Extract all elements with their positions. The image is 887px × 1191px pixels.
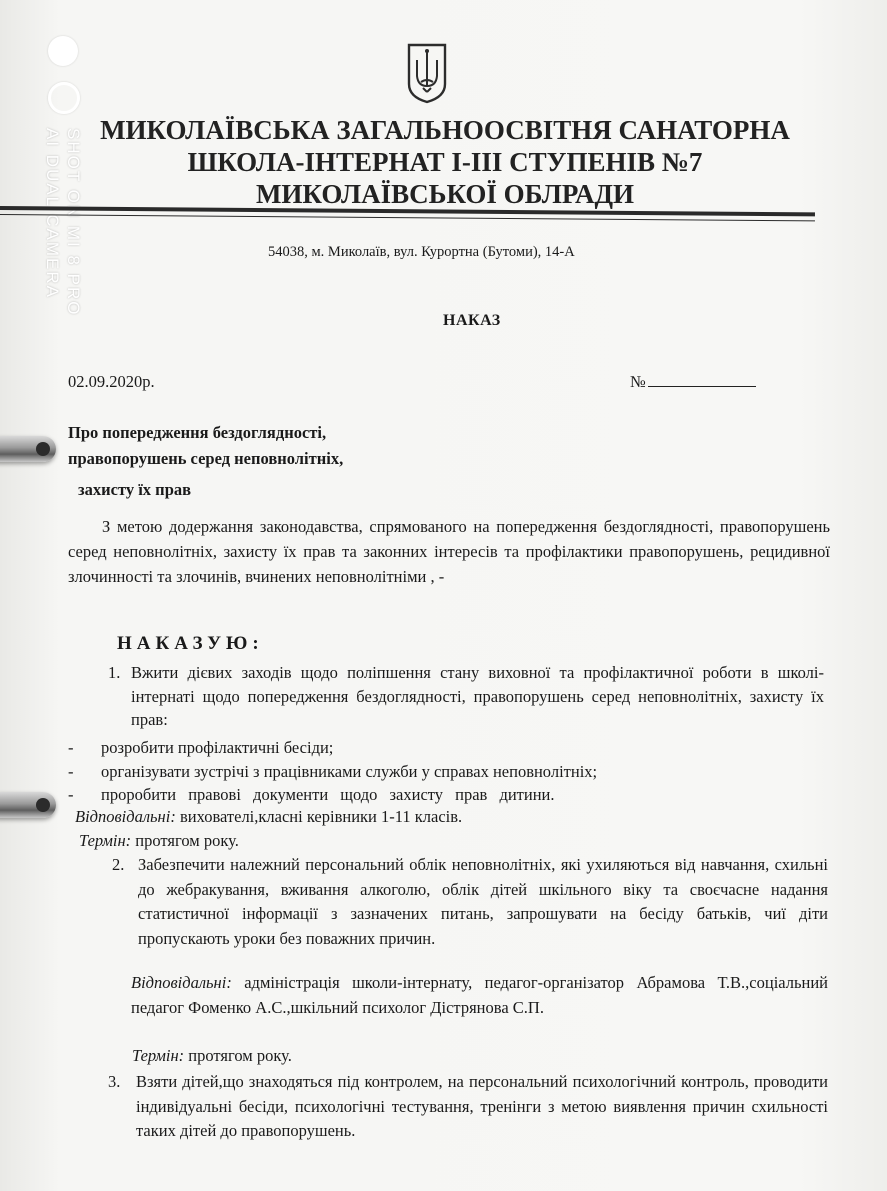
watermark-text <box>42 128 84 317</box>
term-label: Термін: <box>79 831 132 850</box>
binder-ring-top <box>0 436 56 462</box>
item-1-responsible <box>75 805 835 829</box>
item-2-text: Забезпечити належний персональний облік неповнолітніх, які ухиляються від навчання, схильні до жебракування, вживання алкоголю, облік дітей шкільного віку та своєчасне надання статистичної інформації з зазначених питань, запрошувати на бесіду батьків, чиї діти пропускають уроки без поважних причин. <box>138 855 828 948</box>
coat-of-arms-icon <box>406 42 448 104</box>
item-1-number: 1. <box>108 663 121 682</box>
preamble-paragraph: З метою додержання законодавства, спрямованого на попередження бездоглядності, правопорушень серед неповнолітніх, захисту їх прав та законних інтересів та профілактики правопорушень, рецидивної злочинності та злочинів, вчинених неповнолітніми , - <box>68 517 830 586</box>
list-item <box>68 760 828 784</box>
binder-ring-bottom <box>0 792 56 818</box>
list-item <box>68 736 828 760</box>
subitem-2: організувати зустрічі з працівниками служби у справах неповнолітніх; <box>101 761 598 781</box>
document-type: НАКАЗ <box>443 312 501 329</box>
responsible-text: адміністрація школи-інтернату, педагог-організатор Абрамова Т.В.,соціальний педагог Фоменко А.С.,шкільний психолог Дістрянова С.П. <box>131 973 828 1017</box>
item-2-responsible <box>131 971 828 1020</box>
subject-line-2: правопорушень серед неповнолітніх, <box>68 449 344 468</box>
order-number-label: № <box>630 372 646 391</box>
watermark-line-1: SHOT ON MI 8 PRO <box>64 128 83 317</box>
responsible-text: вихователі,класні керівники 1-11 класів. <box>175 807 463 826</box>
watermark-ring-icon <box>48 82 80 114</box>
subitem-3: проробити правові документи щодо захисту прав дитини. <box>101 785 555 804</box>
order-number <box>630 372 756 392</box>
camera-watermark <box>40 36 86 356</box>
subject-line-1: Про попередження бездоглядності, <box>68 423 327 442</box>
dash-marker: - <box>68 761 74 781</box>
school-address: 54038, м. Миколаїв, вул. Курортна (Бутоми), 14-А <box>268 244 575 260</box>
item-1-term <box>79 829 839 853</box>
school-name-line-1: МИКОЛАЇВСЬКА ЗАГАЛЬНООСВІТНЯ САНАТОРНА <box>100 115 790 145</box>
order-date: 02.09.2020р. <box>68 372 155 391</box>
item-3-number: 3. <box>108 1072 121 1091</box>
order-number-blank <box>648 372 756 387</box>
dash-marker: - <box>68 738 74 757</box>
watermark-dot-icon <box>48 36 78 66</box>
subject-line-3: захисту їх прав <box>78 480 192 499</box>
item-1-text: Вжити дієвих заходів щодо поліпшення стану виховної та профілактичної роботи в школі-інтернаті щодо попередження бездоглядності, правопорушень серед неповнолітніх, захисту їх прав: <box>131 663 824 729</box>
school-name-line-2: ШКОЛА-ІНТЕРНАТ І-ІІІ СТУПЕНІВ №7 <box>187 147 703 177</box>
list-item <box>68 783 828 807</box>
responsible-label: Відповідальні: <box>131 973 232 992</box>
school-name <box>100 114 790 210</box>
item-2-term <box>132 1044 732 1068</box>
term-text: протягом року. <box>131 831 239 850</box>
watermark-line-2: AI DUAL CAMERA <box>43 128 62 299</box>
responsible-label: Відповідальні: <box>75 807 176 826</box>
item-2-number: 2. <box>112 855 125 874</box>
orders-heading: НАКАЗУЮ: <box>117 633 264 654</box>
item-3-text: Взяти дітей,що знаходяться під контролем, на персональний психологічний контроль, проводити індивідуальні бесіди, психологічні тестування, тренінги з метою виявлення причин схильності таких дітей до правопорушень. <box>136 1072 828 1140</box>
school-name-line-3: МИКОЛАЇВСЬКОЇ ОБЛРАДИ <box>255 179 635 209</box>
term-label: Термін: <box>132 1046 185 1065</box>
order-subject <box>68 420 343 503</box>
subitem-1: розробити профілактичні бесіди; <box>101 738 334 757</box>
item-1-subitems <box>68 736 828 807</box>
dash-marker: - <box>68 785 74 804</box>
term-text: протягом року. <box>184 1046 292 1065</box>
